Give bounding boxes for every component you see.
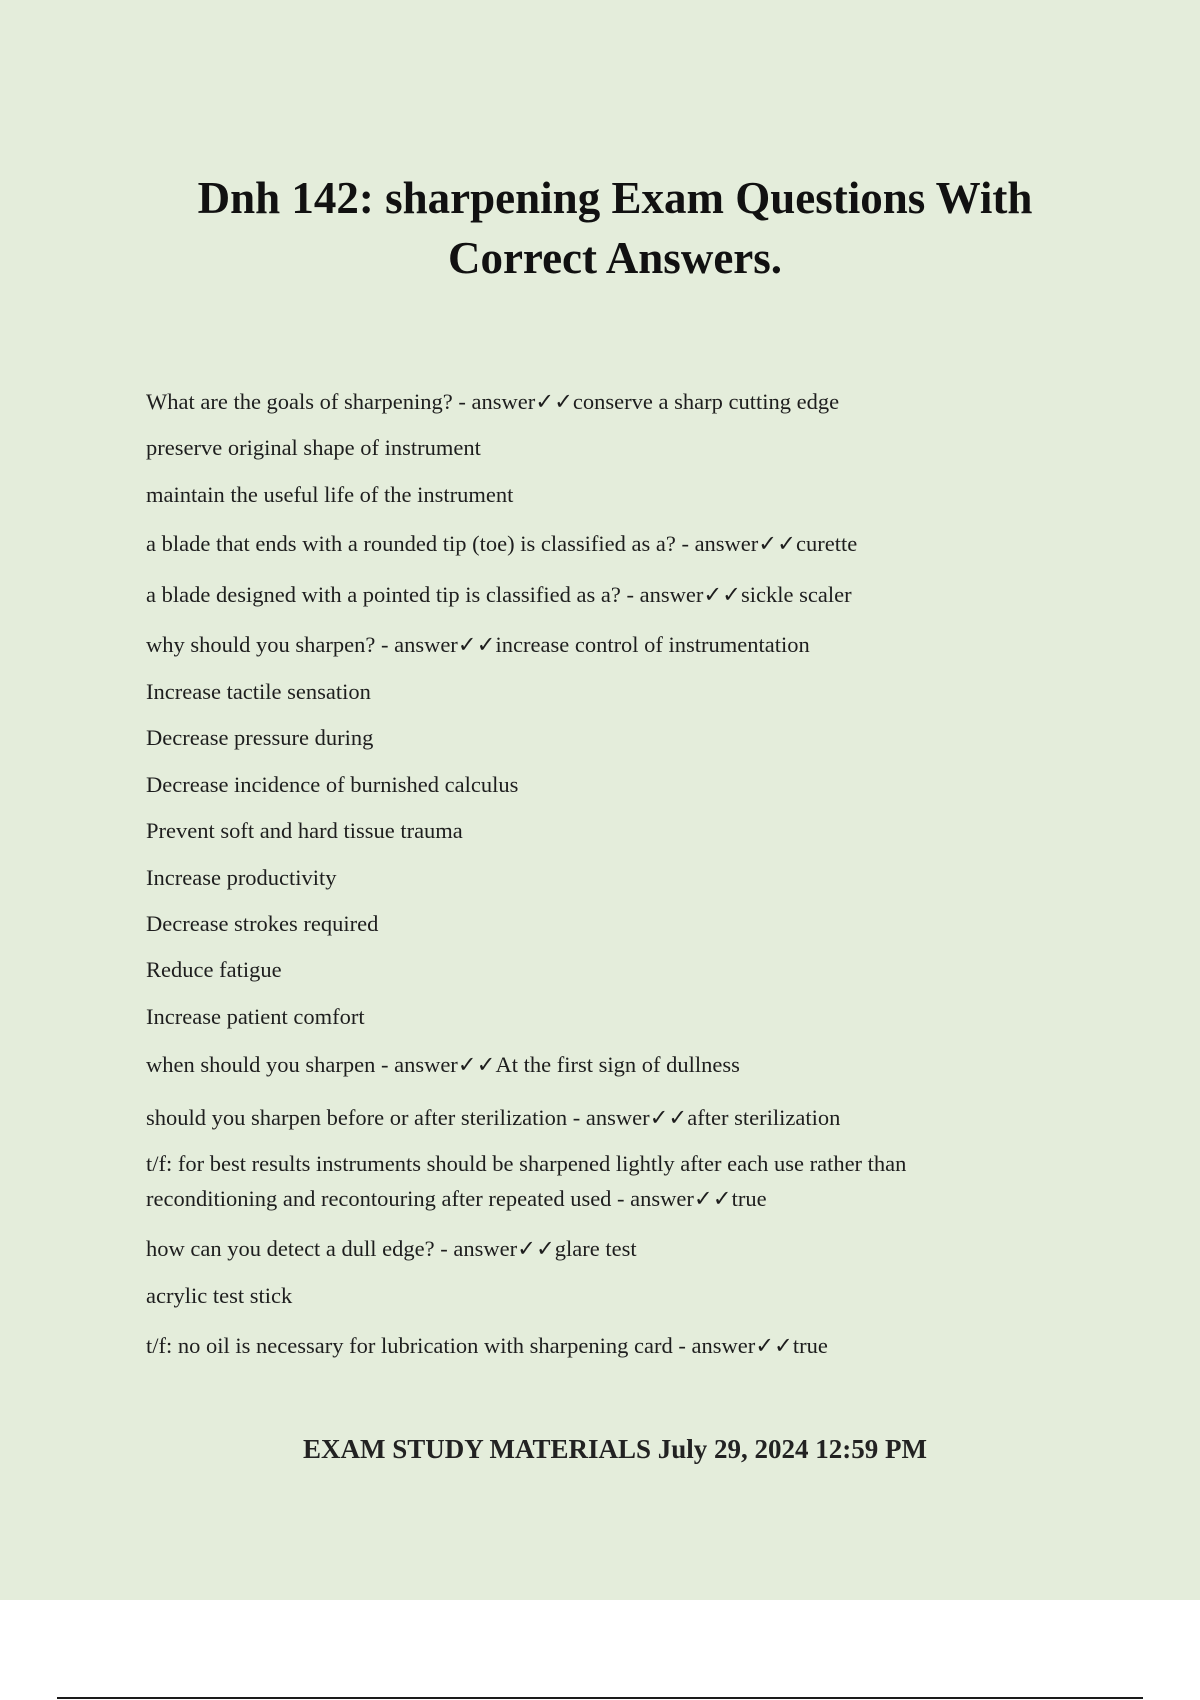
qa-line: What are the goals of sharpening? - answer✓✓conserve a sharp cutting edge: [146, 389, 840, 414]
qa-line: Prevent soft and hard tissue trauma: [146, 818, 463, 843]
qa-line: a blade that ends with a rounded tip (toe) is classified as a? - answer✓✓curette: [146, 531, 858, 556]
qa-line: Increase productivity: [146, 865, 337, 890]
qa-line: should you sharpen before or after sterilization - answer✓✓after sterilization: [146, 1105, 841, 1130]
qa-line: Decrease pressure during: [146, 725, 374, 750]
qa-line: preserve original shape of instrument: [146, 435, 481, 460]
qa-line: t/f: no oil is necessary for lubrication with sharpening card - answer✓✓true: [146, 1333, 828, 1358]
qa-line: Increase patient comfort: [146, 1004, 365, 1029]
qa-line: Decrease strokes required: [146, 911, 379, 936]
qa-line: a blade designed with a pointed tip is classified as a? - answer✓✓sickle scaler: [146, 582, 852, 607]
qa-line: why should you sharpen? - answer✓✓increase control of instrumentation: [146, 632, 810, 657]
document-title: Dnh 142: sharpening Exam Questions With Correct Answers.: [197, 173, 1033, 283]
footer-stamp: EXAM STUDY MATERIALS July 29, 2024 12:59 PM: [302, 1434, 928, 1464]
qa-line: when should you sharpen - answer✓✓At the first sign of dullness: [146, 1052, 740, 1077]
qa-line: maintain the useful life of the instrument: [146, 482, 514, 507]
qa-line: Increase tactile sensation: [146, 679, 371, 704]
qa-line: Decrease incidence of burnished calculus: [146, 772, 519, 797]
qa-line: t/f: for best results instruments should be sharpened lightly after each use rather than reconditioning and recontouring after repeated used - answer✓✓true: [146, 1151, 907, 1211]
bottom-divider: [57, 1697, 1143, 1699]
qa-line: acrylic test stick: [146, 1283, 293, 1308]
qa-line: Reduce fatigue: [146, 957, 282, 982]
qa-line: how can you detect a dull edge? - answer✓✓glare test: [146, 1236, 637, 1261]
